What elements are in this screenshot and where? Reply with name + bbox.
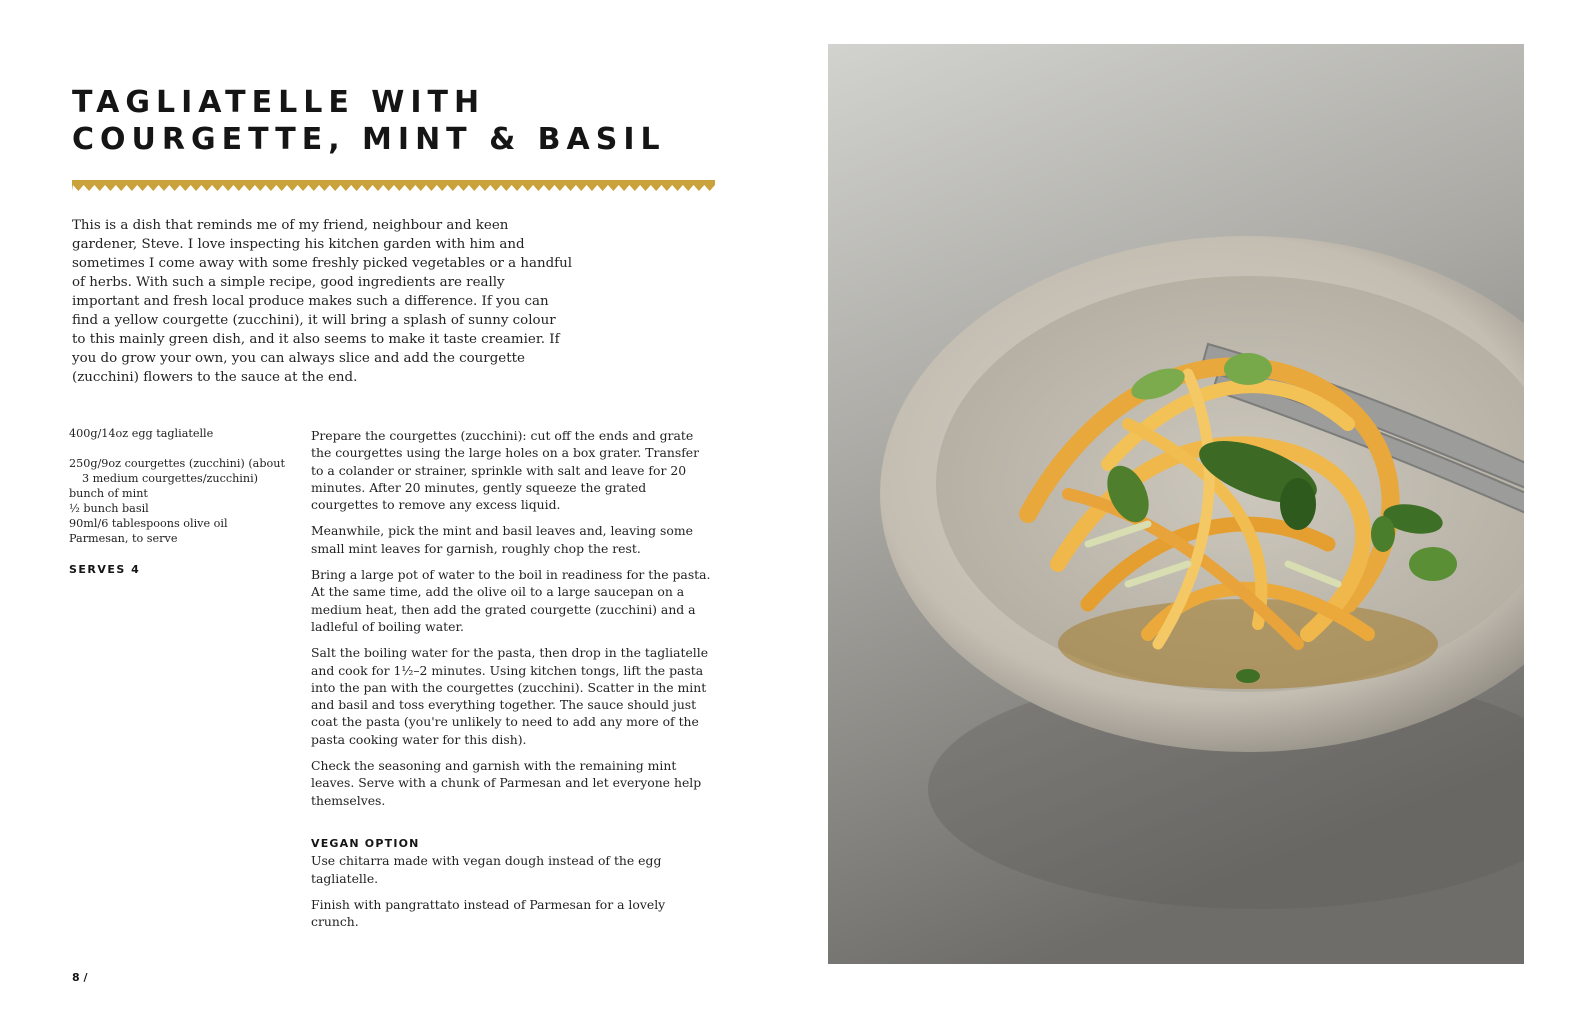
method-step: Prepare the courgettes (zucchini): cut off the ends and grate the courgettes using the large holes on a box grater. Transfer to a colander or strainer, sprinkle with salt and leave for 20 minutes. After 20 minutes, gently squeeze the grated courgettes to remove any excess liquid. (311, 428, 700, 513)
method-step: Bring a large pot of water to the boil in readiness for the pasta. At the same time, add the olive oil to a large saucepan on a medium heat, then add the grated courgette (zucchini) and a ladleful of boiling water. (311, 567, 711, 634)
vegan-option (311, 835, 711, 930)
ingredient-item: 250g/9oz courgettes (zucchini) (about 3 medium courgettes/zucchini) (69, 457, 285, 485)
ingredient-item: bunch of mint (69, 487, 148, 500)
vegan-option-heading: VEGAN OPTION (311, 836, 420, 850)
ingredient-item: 400g/14oz egg tagliatelle (69, 427, 214, 440)
page-number: 8 / (72, 971, 88, 984)
ingredient-item: 90ml/6 tablespoons olive oil (69, 517, 228, 530)
method-steps (311, 427, 711, 939)
ingredient-item: ½ bunch basil (69, 502, 149, 515)
method-step: Meanwhile, pick the mint and basil leaves and, leaving some small mint leaves for garnish, roughly chop the rest. (311, 523, 693, 556)
serves-label: SERVES 4 (69, 563, 141, 576)
ingredient-item: Parmesan, to serve (69, 532, 178, 545)
vegan-option-line: Use chitarra made with vegan dough instead of the egg tagliatelle. (311, 853, 662, 886)
recipe-title-line-2: COURGETTE, MINT & BASIL (72, 122, 666, 157)
recipe-title-line-1: TAGLIATELLE WITH (72, 85, 486, 120)
method-step: Check the seasoning and garnish with the remaining mint leaves. Serve with a chunk of Parmesan and let everyone help themselves. (311, 758, 702, 808)
vegan-option-line: Finish with pangrattato instead of Parmesan for a lovely crunch. (311, 896, 666, 930)
zigzag-divider (72, 180, 715, 192)
ingredients-list (69, 426, 289, 577)
recipe-title (72, 84, 752, 158)
intro-paragraph: This is a dish that reminds me of my friend, neighbour and keen gardener, Steve. I love inspecting his kitchen garden with him and sometimes I come away with some freshly picked vegetables or a handful of herbs. With such a simple recipe, good ingredients are really important and fresh local produce makes such a difference. If you can find a yellow courgette (zucchini), it will bring a splash of sunny colour to this mainly green dish, and it also seems to make it taste creamier. If you do grow your own, you can always slice and add the courgette (zucchini) flowers to the sauce at the end. (72, 218, 573, 385)
method-step: Salt the boiling water for the pasta, then drop in the tagliatelle and cook for 1½–2 minutes. Using kitchen tongs, lift the pasta into the pan with the courgettes (zucchini). Scatter in the mint and basil and toss everything together. The sauce should just coat the pasta (you're unlikely to need to add any more of the pasta cooking water for this dish). (311, 645, 709, 747)
tagliatelle-pasta-plate-icon (828, 44, 1524, 964)
